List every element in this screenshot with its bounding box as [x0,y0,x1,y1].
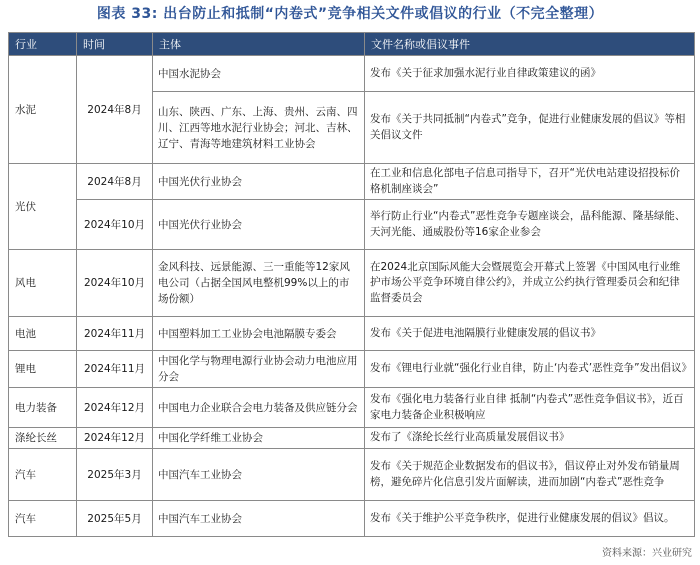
subject-cell: 山东、陕西、广东、上海、贵州、云南、四川、江西等地水泥行业协会；河北、吉林、辽宁、青海等地建筑材料工业协会 [153,92,365,164]
table-row [9,200,695,250]
table-row [9,449,695,501]
date-cell: 2024年11月 [77,351,153,388]
table-row [9,56,695,92]
document-cell: 发布《关于共同抵制“内卷式”竞争，促进行业健康发展的倡议》等相关倡议文件 [365,92,695,164]
date-cell: 2024年12月 [77,428,153,449]
source-note: 资料来源：兴业研究 [602,548,692,559]
document-cell: 发布《关于征求加强水泥行业自律政策建议的函》 [365,56,695,92]
header-document: 文件名称或倡议事件 [365,33,695,56]
industry-cell: 水泥 [9,56,77,164]
table-row [9,428,695,449]
table-row [9,501,695,537]
header-subject: 主体 [153,33,365,56]
document-cell: 举行防止行业“内卷式”恶性竞争专题座谈会，晶科能源、隆基绿能、天河光能、通威股份等16家企业参会 [365,200,695,250]
industry-cell: 汽车 [9,449,77,501]
date-cell: 2025年5月 [77,501,153,537]
date-cell: 2025年3月 [77,449,153,501]
date-cell: 2024年12月 [77,388,153,428]
industry-cell: 电力装备 [9,388,77,428]
industry-cell: 光伏 [9,164,77,250]
document-cell: 发布《强化电力装备行业自律 抵制“内卷式”恶性竞争倡议书》，近百家电力装备企业积极响应 [365,388,695,428]
industry-cell: 汽车 [9,501,77,537]
date-cell: 2024年8月 [77,56,153,164]
subject-cell: 金风科技、远景能源、三一重能等12家风电公司（占据全国风电整机99%以上的市场份额） [153,250,365,317]
document-cell: 发布《锂电行业就“强化行业自律，防止‘内卷式’恶性竞争”发出倡议》 [365,351,695,388]
document-cell: 发布《关于促进电池隔膜行业健康发展的倡议书》 [365,317,695,351]
date-cell: 2024年8月 [77,164,153,200]
table-row [9,388,695,428]
date-cell: 2024年10月 [77,250,153,317]
date-cell: 2024年10月 [77,200,153,250]
subject-cell: 中国光伏行业协会 [153,200,365,250]
document-cell: 发布《关于规范企业数据发布的倡议书》，倡议停止对外发布销量周榜，避免碎片化信息引发片面解读，进而加剧“内卷式”恶性竞争 [365,449,695,501]
subject-cell: 中国化学纤维工业协会 [153,428,365,449]
subject-cell: 中国电力企业联合会电力装备及供应链分会 [153,388,365,428]
industry-cell: 风电 [9,250,77,317]
table-row [9,317,695,351]
subject-cell: 中国水泥协会 [153,56,365,92]
header-industry: 行业 [9,33,77,56]
table-row [9,164,695,200]
subject-cell: 中国光伏行业协会 [153,164,365,200]
header-date: 时间 [77,33,153,56]
date-cell: 2024年11月 [77,317,153,351]
subject-cell: 中国汽车工业协会 [153,449,365,501]
document-cell: 发布了《涤纶长丝行业高质量发展倡议书》 [365,428,695,449]
document-cell: 在工业和信息化部电子信息司指导下，召开“光伏电站建设招投标价格机制座谈会” [365,164,695,200]
table-row [9,351,695,388]
industry-cell: 涤纶长丝 [9,428,77,449]
table-header-row [9,33,695,56]
subject-cell: 中国塑料加工工业协会电池隔膜专委会 [153,317,365,351]
industry-cell: 锂电 [9,351,77,388]
industry-cell: 电池 [9,317,77,351]
document-cell: 在2024北京国际风能大会暨展览会开幕式上签署《中国风电行业维护市场公平竞争环境自律公约》，并成立公约执行管理委员会和纪律监督委员会 [365,250,695,317]
initiatives-table [8,32,695,537]
figure-title: 图表 33: 出台防止和抵制“内卷式”竞争相关文件或倡议的行业（不完全整理） [96,6,604,22]
subject-cell: 中国化学与物理电源行业协会动力电池应用分会 [153,351,365,388]
document-cell: 发布《关于维护公平竞争秩序，促进行业健康发展的倡议》倡议。 [365,501,695,537]
subject-cell: 中国汽车工业协会 [153,501,365,537]
table-row [9,250,695,317]
